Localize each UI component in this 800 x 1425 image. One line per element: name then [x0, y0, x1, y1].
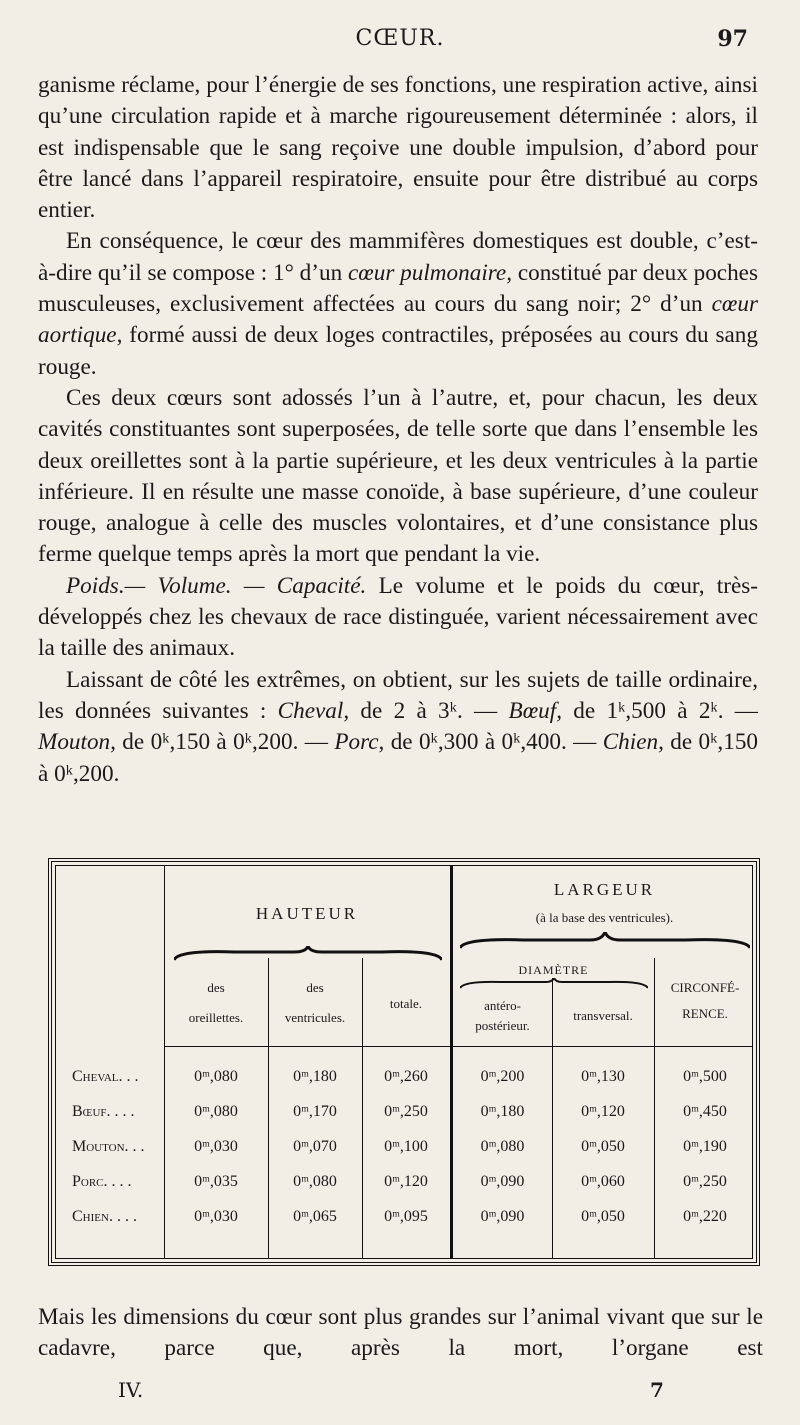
cell-antero: 0ᵐ,090: [480, 1173, 525, 1190]
brace-hauteur: [174, 946, 442, 962]
p2-text-a: En conséquence, le cœur des mammifères domestiques est double, c’est-à-dire qu’il se compose : 1° d’un: [38, 228, 758, 286]
table-row: [56, 1202, 756, 1236]
cell-ventricules: 0ᵐ,065: [293, 1208, 337, 1225]
cell-antero: 0ᵐ,180: [480, 1103, 525, 1120]
col-des-2: des: [306, 980, 324, 995]
p4-text: Le volume et le poids du cœur, très-développés chez les chevaux de race distinguée, varient nécessairement avec la taille des animaux.: [38, 572, 758, 662]
continuation-text: [38, 1302, 763, 1365]
col-antero-1: antéro-: [484, 998, 521, 1013]
p5-chien: Chien,: [602, 729, 664, 756]
cell-circonference: 0ᵐ,220: [683, 1208, 727, 1225]
cell-antero: 0ᵐ,200: [480, 1068, 525, 1085]
p5-text-f: de 0ᵏ,150 à 0ᵏ,200.: [38, 729, 759, 787]
p5-porc: Porc,: [334, 729, 385, 756]
cell-transversal: 0ᵐ,050: [581, 1138, 625, 1155]
cell-oreillettes: 0ᵐ,080: [194, 1068, 238, 1085]
cell-oreillettes: 0ᵐ,035: [194, 1173, 238, 1190]
body-text: [38, 70, 758, 790]
species-name: Cheval. . .: [72, 1068, 139, 1085]
cell-circonference: 0ᵐ,500: [683, 1068, 727, 1085]
col-antero-2: postérieur.: [475, 1018, 530, 1033]
p5-text-a: Laissant de côté les extrêmes, on obtient, sur les sujets de taille ordinaire, les données suivantes :: [38, 666, 758, 724]
table-row: [56, 1167, 756, 1201]
paragraph-6: Mais les dimensions du cœur sont plus grandes sur l’animal vivant que sur le cadavre, parce que, après la mort, l’organe est: [38, 1304, 763, 1362]
p5-text-c: de 1ᵏ,500 à 2ᵏ. —: [562, 697, 758, 724]
table-inner-frame: [55, 865, 753, 1259]
table-row: [56, 1132, 756, 1166]
cell-circonference: 0ᵐ,190: [683, 1138, 727, 1155]
species-name: Mouton. . .: [72, 1138, 145, 1155]
cell-ventricules: 0ᵐ,070: [293, 1138, 337, 1155]
cell-transversal: 0ᵐ,130: [581, 1068, 625, 1085]
cell-transversal: 0ᵐ,120: [581, 1103, 625, 1120]
p5-text-b: de 2 à 3ᵏ. —: [349, 697, 509, 724]
cell-totale: 0ᵐ,120: [384, 1173, 428, 1190]
brace-largeur: [460, 932, 750, 950]
table-row: [56, 1062, 756, 1096]
cell-totale: 0ᵐ,100: [384, 1138, 428, 1155]
paragraph-1: ganisme réclame, pour l’énergie de ses fonctions, une respiration active, ainsi qu’une circulation rapide et à marche rigoureusement déterminée : alors, il est indispensable que le sang reçoive une double impulsion, d’abord pour être lancé dans l’appareil respiratoire, ensuite pour être distribué au corps entier.: [38, 72, 758, 224]
col-ventricules: ventricules.: [284, 1010, 346, 1025]
species-name: Chien. . . .: [72, 1208, 137, 1225]
cell-transversal: 0ᵐ,060: [581, 1173, 625, 1190]
p5-text-e: de 0ᵏ,300 à 0ᵏ,400. —: [384, 729, 603, 756]
cell-antero: 0ᵐ,080: [480, 1138, 525, 1155]
cell-circonference: 0ᵐ,450: [683, 1103, 727, 1120]
cell-totale: 0ᵐ,095: [384, 1208, 428, 1225]
paragraph-3: Ces deux cœurs sont adossés l’un à l’autre, et, pour chacun, les deux cavités constituantes sont superposées, de telle sorte que dans l’ensemble les deux oreillettes sont à la partie supérieure, et les deux ventricules à la partie inférieure. Il en résulte une masse conoïde, à base supérieure, d’une couleur rouge, analogue à celle des muscles volontaires, et d’une consistance plus ferme quelque temps après la mort que pendant la vie.: [38, 384, 758, 568]
page-footer: [0, 1378, 800, 1408]
cell-oreillettes: 0ᵐ,030: [194, 1208, 238, 1225]
page-header: [0, 26, 800, 56]
p2-term-aortique: cœur aortique,: [38, 291, 758, 349]
cell-ventricules: 0ᵐ,170: [293, 1103, 337, 1120]
p2-text-c: constitué par deux poches musculeuses, exclusivement affectées au cours du sang noir; 2° d’un: [38, 259, 759, 318]
cell-totale: 0ᵐ,250: [384, 1103, 428, 1120]
gathering-number: 7: [650, 1378, 664, 1402]
table-row: [56, 1097, 756, 1131]
col-transversal: transversal.: [573, 1008, 633, 1023]
col-oreillettes: oreillettes.: [188, 1010, 244, 1025]
header-largeur-subtitle: (à la base des ventricules).: [535, 910, 674, 925]
running-title: CŒUR.: [355, 26, 445, 51]
p5-text-d: de 0ᵏ,150 à 0ᵏ,200. —: [115, 729, 335, 756]
cell-ventricules: 0ᵐ,180: [293, 1068, 337, 1085]
p2-text-e: formé aussi de deux loges contractiles, préposées au cours du sang rouge.: [38, 322, 758, 380]
page-number: 97: [717, 26, 748, 52]
cell-totale: 0ᵐ,260: [384, 1068, 428, 1085]
brace-diametre: [460, 978, 648, 990]
cell-antero: 0ᵐ,090: [480, 1208, 525, 1225]
cell-oreillettes: 0ᵐ,080: [194, 1103, 238, 1120]
cell-circonference: 0ᵐ,250: [683, 1173, 727, 1190]
paragraph-5: [38, 665, 758, 790]
p5-mouton: Mouton,: [38, 729, 116, 756]
header-diametre: DIAMÈTRE: [518, 963, 589, 977]
cell-transversal: 0ᵐ,050: [581, 1208, 625, 1225]
p5-cheval: Cheval,: [277, 697, 350, 724]
header-largeur: LARGEUR: [553, 880, 656, 899]
col-des-1: des: [207, 980, 225, 995]
header-hauteur: HAUTEUR: [255, 904, 359, 923]
paragraph-2: [38, 226, 758, 382]
col-circonference-2: RENCE.: [682, 1006, 728, 1021]
signature-mark: IV.: [118, 1378, 144, 1402]
rule-header-bottom: [164, 1046, 752, 1047]
cell-oreillettes: 0ᵐ,030: [194, 1138, 238, 1155]
species-name: Bœuf. . . .: [72, 1103, 135, 1120]
heart-dimensions-table: [48, 858, 760, 1266]
col-totale: totale.: [389, 996, 423, 1011]
p5-boeuf: Bœuf,: [508, 697, 562, 724]
species-name: Porc. . . .: [72, 1173, 132, 1190]
paragraph-4: [38, 571, 758, 665]
p4-heading: Poids.— Volume. — Capacité.: [66, 572, 367, 599]
p2-term-pulmonaire: cœur pulmonaire,: [348, 259, 513, 286]
cell-ventricules: 0ᵐ,080: [293, 1173, 337, 1190]
col-circonference-1: CIRCONFÉ-: [670, 980, 740, 995]
